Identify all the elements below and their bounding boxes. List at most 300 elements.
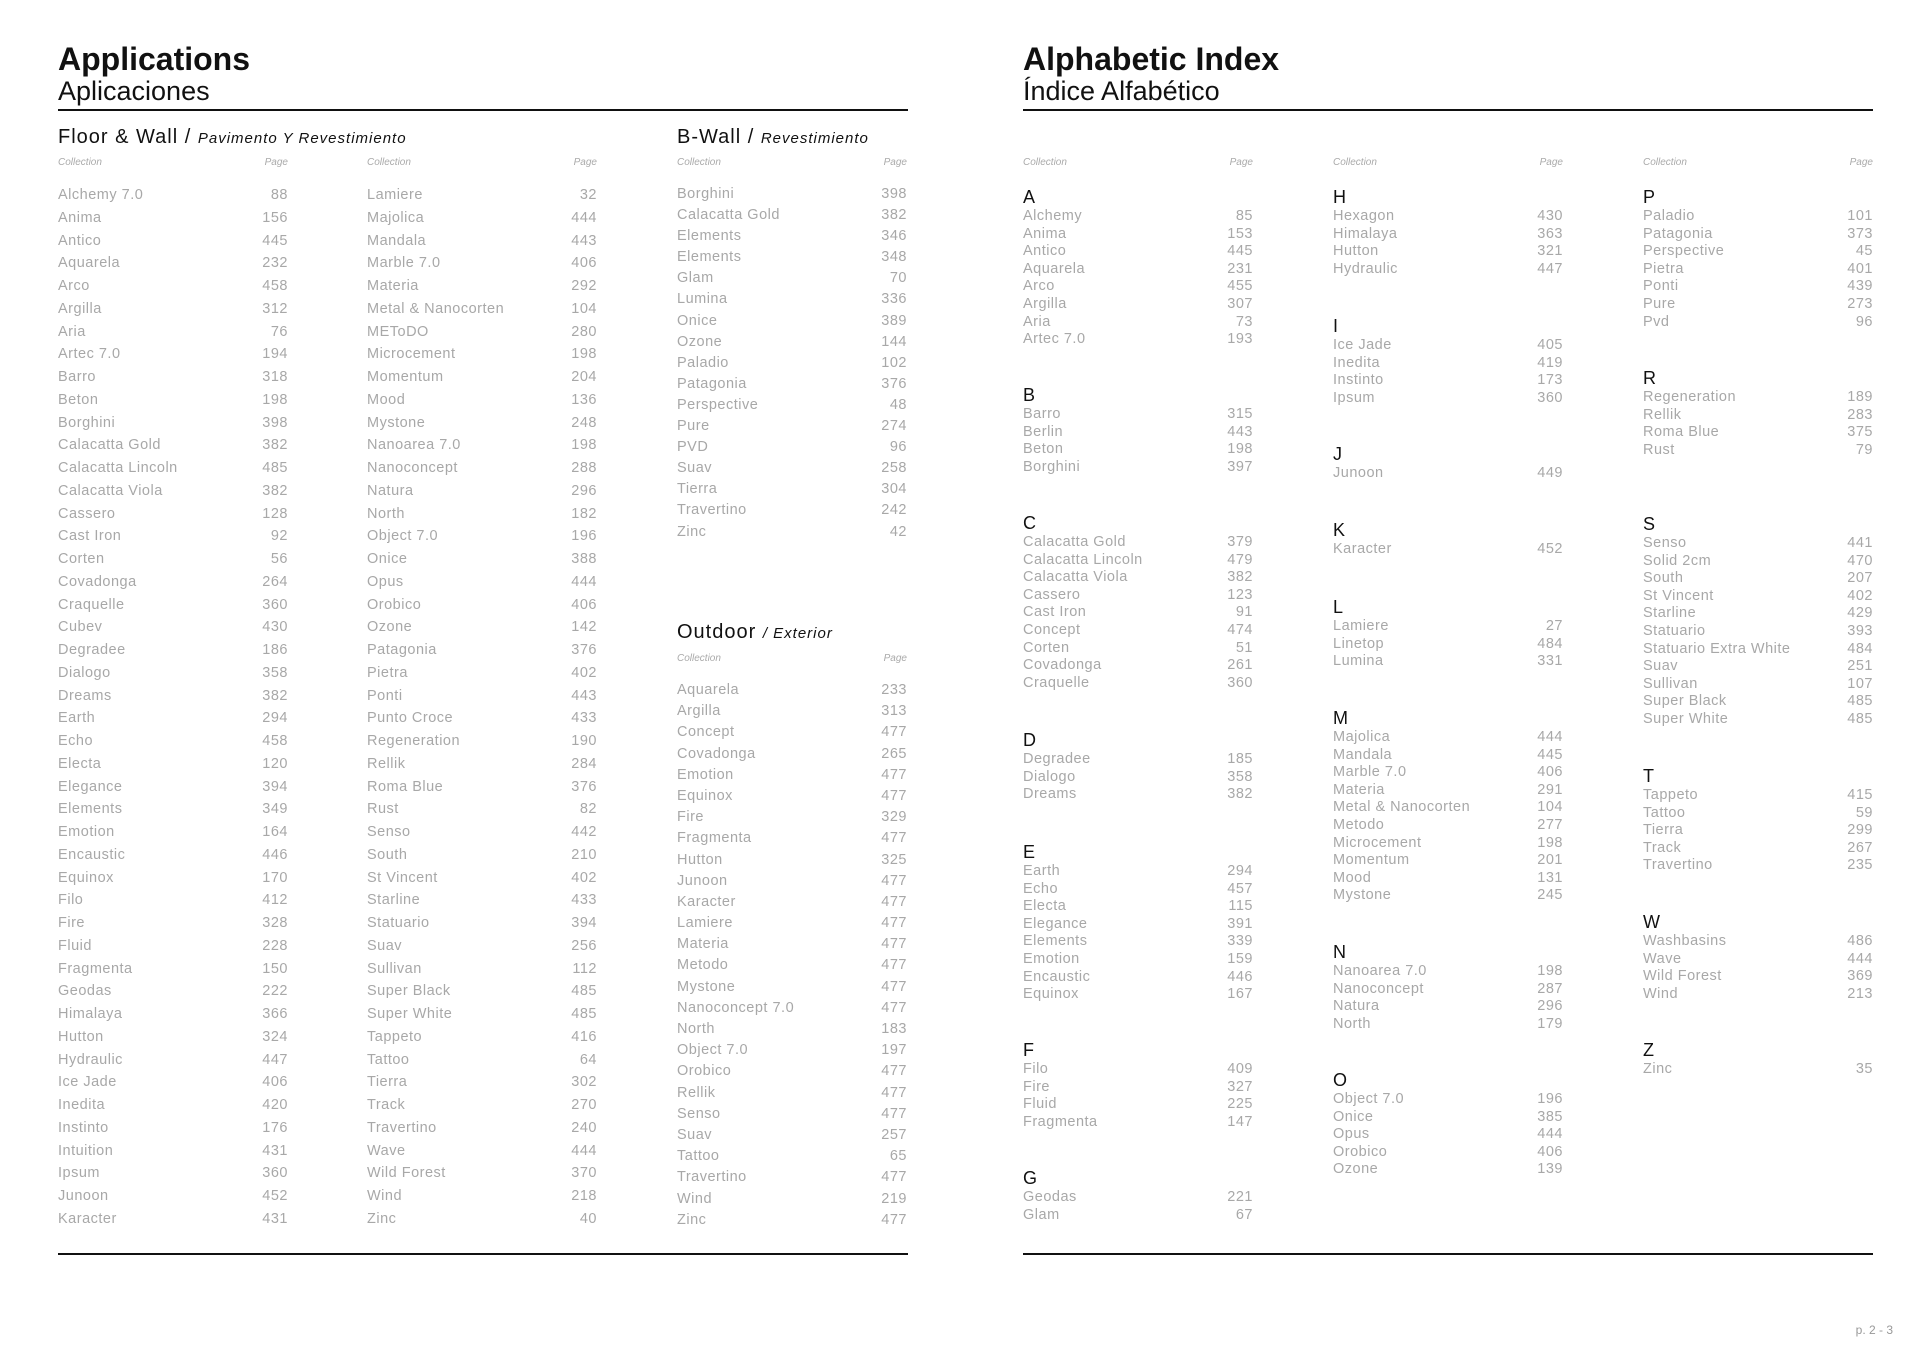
list-item [1643,226,1873,244]
collection-name: Wave [367,1142,406,1159]
list-item [1023,331,1253,349]
index-letter: W [1643,912,1661,932]
collection-name: Wild Forest [367,1165,446,1182]
collection-name: Momentum [1333,852,1410,869]
collection-name: Starline [367,892,421,909]
page-number: 379 [1227,534,1253,550]
collection-name: Berlin [1023,423,1064,440]
list-item [58,821,288,844]
collection-name: Orobico [677,1063,732,1080]
collection-name: Aquarela [1023,260,1086,277]
column-header [367,157,597,168]
page-number: 477 [881,915,907,932]
collection-name: Borghini [677,186,735,202]
collection-name: Wind [677,1190,713,1207]
list-item [677,1210,907,1231]
collection-name: Junoon [1333,465,1384,481]
collection-name: Corten [58,551,105,567]
index-group-r [1643,368,1873,459]
list-item [1023,1114,1253,1132]
page-number: 198 [1537,963,1563,979]
page-number: 159 [1227,950,1253,967]
collection-name: Hydraulic [58,1051,123,1068]
collection-name: Nanoarea 7.0 [367,437,461,454]
list-item [677,1167,907,1188]
collection-name: Calacatta Viola [58,482,163,499]
collection-name: Covadonga [1023,657,1102,674]
collection-name: Natura [367,482,414,499]
list-item [1023,1189,1253,1207]
collection-name: Ponti [1643,278,1679,295]
page-number: 376 [881,375,907,392]
list-item [367,1208,597,1231]
list-item [1643,822,1873,840]
column-header-page: Page [573,157,597,168]
list-item [1023,640,1253,658]
page-number: 265 [881,745,907,762]
list-item [1333,261,1563,279]
list-item [1023,1079,1253,1097]
page-number: 104 [571,300,597,317]
page-number: 457 [1227,880,1253,897]
list-item [367,662,597,685]
list-item [1643,951,1873,969]
list-item [58,1140,288,1163]
page-number: 446 [262,846,288,863]
list-item [58,662,288,685]
list-item [367,1094,597,1117]
page-number: 441 [1847,535,1873,551]
page-number: 194 [262,346,288,363]
list-item [1023,1207,1253,1225]
list-item [1023,933,1253,951]
collection-name: Patagonia [367,642,437,658]
collection-name: Antico [58,232,102,249]
collection-name: Hexagon [1333,208,1395,224]
collection-name: Roma Blue [1643,424,1720,441]
page-number: 287 [1537,980,1563,997]
page-number: 444 [571,1142,597,1159]
collection-name: Glam [677,270,714,287]
collection-name: Opus [1333,1126,1370,1143]
list-item [58,1094,288,1117]
page-number: 477 [881,957,907,974]
list-item [1333,852,1563,870]
collection-name: Calacatta Viola [1023,569,1128,586]
page-number: 288 [571,460,597,476]
list-item [1333,1091,1563,1109]
collection-name: South [367,846,408,863]
collection-name: Sullivan [1643,675,1698,692]
page-number: 420 [262,1097,288,1113]
list-item [1643,535,1873,553]
list-item [677,205,907,226]
page-number: 373 [1847,225,1873,242]
page-number: 382 [881,207,907,224]
page-number: 394 [262,778,288,795]
page-number: 405 [1537,337,1563,353]
collection-name: Elements [58,801,123,818]
page-number: 251 [1847,658,1873,675]
list-item [58,366,288,389]
list-item [677,479,907,500]
list-item [58,1185,288,1208]
page-number: 210 [571,846,597,863]
collection-name: Tierra [367,1074,408,1091]
collection-name: Intuition [58,1142,114,1159]
list-item [1333,782,1563,800]
list-item [1643,805,1873,823]
page-number: 274 [881,418,907,435]
list-item [1333,372,1563,390]
page-number: 190 [571,733,597,749]
page-number: 455 [1227,278,1253,295]
collection-name: Natura [1333,998,1380,1015]
collection-name: Travertino [677,1169,747,1186]
list-item [58,844,288,867]
list-item [1333,764,1563,782]
page-number: 315 [1227,406,1253,422]
list-item [1333,618,1563,636]
list-item [58,980,288,1003]
page-number: 107 [1847,675,1873,692]
section-title-outdoor [677,621,833,644]
page-number: 85 [1235,208,1253,224]
list-item [1333,799,1563,817]
page-number: 477 [881,872,907,889]
collection-name: Equinox [58,869,114,886]
page-number: 329 [881,809,907,826]
section-title-es: / Exterior [762,625,833,642]
collection-name: Punto Croce [367,710,454,727]
list-item [1023,786,1253,804]
page-number: 42 [889,523,907,540]
collection-name: Elegance [58,778,123,795]
collection-name: Karacter [1333,541,1392,557]
list-item [1023,604,1253,622]
collection-name: Starline [1643,605,1697,622]
list-item [1023,569,1253,587]
collection-name: Majolica [367,209,425,226]
list-item [58,707,288,730]
list-item [1023,969,1253,987]
list-item [367,753,597,776]
collection-name: Ozone [677,333,723,350]
index-letter: L [1333,597,1344,617]
index-group-p [1643,187,1873,331]
page-number: 358 [262,664,288,681]
page-number: 401 [1847,260,1873,277]
collection-name: Hutton [677,851,723,868]
collection-name: Dialogo [58,664,111,681]
collection-name: Zinc [677,1211,707,1228]
page-number: 402 [571,664,597,681]
list-item [677,807,907,828]
page-number: 360 [1537,389,1563,406]
collection-name: Arco [1023,278,1055,295]
list-item [1333,817,1563,835]
collection-name: Wind [1643,985,1679,1002]
list-item [1643,389,1873,407]
page-number: 477 [881,1063,907,1080]
page-number: 179 [1537,1015,1563,1032]
list-item [677,1125,907,1146]
page-number: 198 [1537,834,1563,851]
list-item [367,821,597,844]
page-number: 102 [881,354,907,371]
list-item [1643,711,1873,729]
page-number: 477 [881,1211,907,1228]
collection-name: Statuario [1643,622,1706,639]
column-header [1643,157,1873,168]
page-number: 193 [1227,331,1253,348]
collection-name: Dreams [58,687,112,704]
list-item [1023,863,1253,881]
page-number: 232 [262,255,288,272]
section-title-floor-wall [58,126,407,149]
page-number: 318 [262,369,288,385]
collection-name: North [677,1021,715,1037]
page-number: 204 [571,369,597,385]
collection-name: Himalaya [1333,225,1398,242]
collection-name: Barro [58,369,96,385]
collection-name: Solid 2cm [1643,552,1712,569]
collection-name: Perspective [677,396,759,413]
list-item [1333,835,1563,853]
list-item [677,765,907,786]
list-item [1333,243,1563,261]
collection-name: Calacatta Gold [58,437,161,454]
page-number: 360 [1227,674,1253,691]
page-number: 307 [1227,295,1253,312]
page-number: 376 [571,642,597,658]
bottom-divider [58,1253,908,1255]
column-header-collection: Collection [1643,157,1687,168]
index-group-m [1333,708,1563,905]
page-number: 391 [1227,915,1253,932]
collection-name: Nanoconcept [367,460,458,476]
collection-name: Fire [1023,1078,1050,1095]
page-number: 485 [571,983,597,1000]
collection-name: Regeneration [1643,389,1737,405]
page-number: 185 [1227,751,1253,767]
collection-name: Super White [367,1006,453,1022]
page-number: 219 [881,1190,907,1207]
collection-name: Rellik [677,1084,716,1101]
page-number: 431 [262,1142,288,1159]
list-item [1643,1061,1873,1079]
page-number: 104 [1537,799,1563,816]
list-item [1333,1016,1563,1034]
page-number: 312 [262,300,288,317]
page-number: 142 [571,619,597,636]
collection-name: Instinto [58,1119,109,1136]
collection-name: Super White [1643,710,1729,727]
index-letter: T [1643,766,1655,786]
page-number: 349 [262,801,288,818]
list-item [367,389,597,412]
page-number: 242 [881,502,907,519]
list-item [1643,424,1873,442]
page-number: 444 [1847,950,1873,967]
list-item [58,1003,288,1026]
list-item [367,230,597,253]
list-item [58,275,288,298]
list-item [58,889,288,912]
column-header-collection: Collection [1023,157,1067,168]
list-item [58,639,288,662]
collection-name: Rellik [1643,406,1682,423]
page-number: 447 [1537,260,1563,277]
bwall-list [677,184,907,543]
list-item [367,1162,597,1185]
page-number: 186 [262,642,288,658]
index-group-a [1023,187,1253,349]
list-item [677,828,907,849]
page-number: 409 [1227,1061,1253,1077]
collection-name: Patagonia [677,375,747,392]
list-item [677,786,907,807]
page-number: 393 [1847,622,1873,639]
list-item [58,1162,288,1185]
collection-name: Inedita [58,1097,106,1113]
page-number: 443 [1227,423,1253,440]
list-item [367,343,597,366]
list-item [677,871,907,892]
collection-name: Borghini [1023,458,1081,475]
list-item [58,958,288,981]
collection-name: Artec 7.0 [1023,331,1086,348]
floor-wall-list-1 [58,184,288,1231]
collection-name: Linetop [1333,635,1385,652]
list-item [677,247,907,268]
collection-name: Junoon [677,872,728,889]
list-item [1643,676,1873,694]
list-item [367,867,597,890]
list-item [1333,729,1563,747]
list-item [1643,243,1873,261]
list-item [58,548,288,571]
index-group-h [1333,187,1563,278]
list-item [1333,1144,1563,1162]
page-number: 283 [1847,406,1873,423]
collection-name: Geodas [58,983,112,1000]
page-number: 131 [1537,869,1563,886]
section-title-en: B-Wall / [677,126,755,148]
collection-name: North [367,505,405,522]
page-number: 382 [262,482,288,499]
floor-wall-list-2 [367,184,597,1231]
collection-name: Onice [1333,1108,1374,1125]
collection-name: Object 7.0 [677,1042,749,1059]
collection-name: Rellik [367,755,406,772]
page-number: 196 [1537,1091,1563,1107]
page-number: 444 [1537,729,1563,745]
section-title-es: Pavimento Y Revestimiento [197,130,407,147]
section-title-bwall [677,126,869,149]
list-item [1643,986,1873,1004]
list-item [677,437,907,458]
collection-name: Calacatta Gold [1023,534,1126,550]
page-number: 444 [571,573,597,590]
page-number: 433 [571,892,597,909]
list-item [1643,840,1873,858]
page-number: 156 [262,209,288,226]
page-number: 442 [571,824,597,840]
page-number: 294 [262,710,288,727]
list-item [367,935,597,958]
page-number: 382 [262,437,288,454]
page-number: 394 [571,915,597,931]
page-number: 485 [1847,710,1873,727]
collection-name: Tierra [1643,822,1684,839]
collection-name: Antico [1023,243,1067,260]
page-number: 144 [881,333,907,350]
column-header-collection: Collection [367,157,411,168]
collection-name: Earth [58,710,96,727]
collection-name: Electa [1023,898,1067,915]
page-number: 412 [262,892,288,909]
index-group-n [1333,942,1563,1033]
index-letter: Z [1643,1040,1655,1060]
list-item [1333,226,1563,244]
collection-name: Mandala [1333,746,1393,763]
column-header-collection: Collection [677,157,721,168]
page-number: 477 [881,893,907,910]
list-item [1023,657,1253,675]
list-item [1023,296,1253,314]
page-number: 477 [881,1169,907,1186]
page-number: 485 [262,460,288,476]
collection-name: Washbasins [1643,933,1727,949]
page-number: 444 [1537,1126,1563,1143]
collection-name: Aria [1023,313,1051,330]
collection-name: Emotion [677,766,734,783]
page-number: 92 [270,528,288,545]
collection-name: North [1333,1015,1371,1032]
index-letter: E [1023,842,1036,862]
list-item [677,268,907,289]
collection-name: Alchemy 7.0 [58,187,144,203]
page-number: 267 [1847,839,1873,856]
list-item [58,1026,288,1049]
list-item [1643,278,1873,296]
list-item [677,850,907,871]
page-number: 382 [1227,786,1253,803]
list-item [677,1146,907,1167]
page-title: Applications [58,41,251,77]
page-number: 35 [1855,1061,1873,1077]
collection-name: Lamiere [367,187,423,203]
collection-name: Mystone [367,414,426,431]
page-number: 336 [881,291,907,308]
list-item [367,457,597,480]
list-item [367,252,597,275]
page-number: 153 [1227,225,1253,242]
page-number: 485 [1847,693,1873,710]
collection-name: Cast Iron [1023,604,1087,621]
list-item [367,912,597,935]
page-number: 88 [270,187,288,203]
list-item [1023,881,1253,899]
page-number: 430 [1537,208,1563,224]
list-item [677,680,907,701]
page-number: 358 [1227,768,1253,785]
page-number: 235 [1847,857,1873,874]
index-letter: N [1333,942,1347,962]
page-number: 207 [1847,570,1873,587]
collection-name: Covadonga [58,573,137,590]
